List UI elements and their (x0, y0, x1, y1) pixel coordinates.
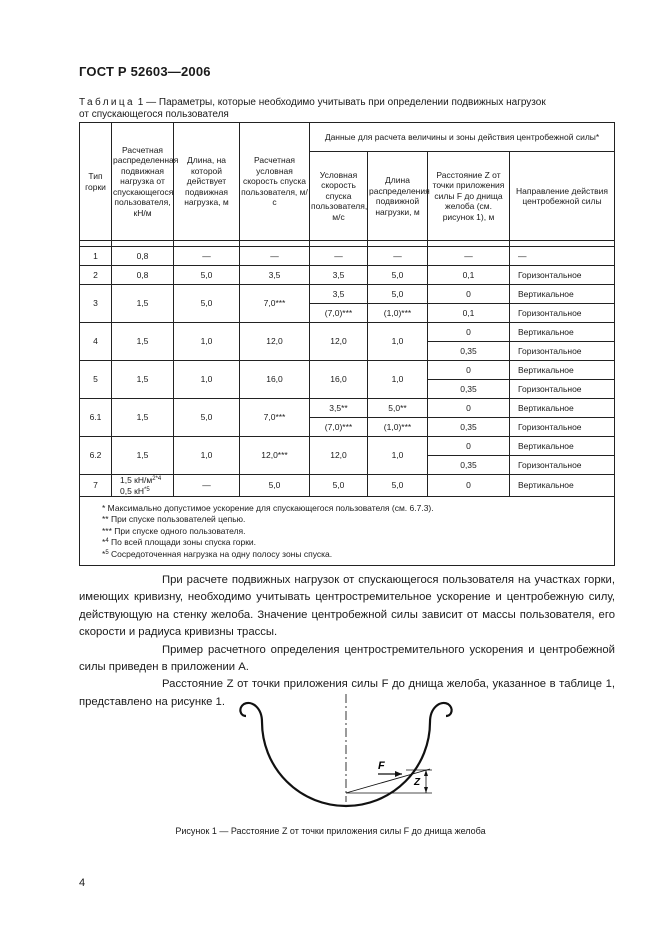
footnote: *$^4$ По всей площади зоны спуска горки. (102, 537, 257, 548)
cell-type: 1 (80, 247, 112, 266)
header-z-distance: Расстояние Z от точки приложения силы F до днища желоба (см. рисунок 1), м (428, 152, 510, 241)
header-load: Расчетная распределенная подвижная нагрузка от спускающегося пользователя, кН/м (112, 123, 174, 241)
cell-length: 5,0 (174, 399, 240, 437)
cell-load (112, 475, 174, 497)
cell-direction: Вертикальное (510, 361, 615, 380)
trough-right-lip (430, 703, 452, 722)
cell-cond-speed: 12,0 (310, 437, 368, 475)
cell-type: 3 (80, 285, 112, 323)
footnote-mark: ** (102, 514, 109, 525)
force-arrowhead (395, 771, 402, 777)
cell-z: 0 (428, 399, 510, 418)
cell-z: 0 (428, 285, 510, 304)
cell-z: — (428, 247, 510, 266)
cell-dist-length: 1,0 (368, 323, 428, 361)
document-header: ГОСТ Р 52603—2006 (79, 64, 211, 79)
paragraph: При расчете подвижных нагрузок от спускающегося пользователя на участках горки, имеющих кривизну, необходимо учитывать центростремительное ускорение и центробежную силу, действующую на стенку желоба. Значение центробежной силы зависит от массы пользователя, его скорости и радиуса кривизны трассы. (79, 574, 615, 639)
cell-speed: 12,0 (240, 323, 310, 361)
cell-cond-speed: — (310, 247, 368, 266)
cell-dist-length: 5,0 (368, 475, 428, 497)
cell-direction: Вертикальное (510, 285, 615, 304)
paragraph: Пример расчетного определения центростремительного ускорения и центробежной силы приведен в приложении А. (79, 643, 615, 674)
cell-load: 1,5 (112, 323, 174, 361)
cell-dist-length: 1,0 (368, 361, 428, 399)
cell-cond-speed: (7,0)*** (310, 418, 368, 437)
cell-length: 5,0 (174, 285, 240, 323)
table-footnotes (80, 497, 615, 566)
cell-type: 6.2 (80, 437, 112, 475)
table-caption-number: 1 (137, 97, 144, 108)
cell-z: 0,35 (428, 456, 510, 475)
footnote-mark: *** (102, 525, 112, 536)
header-speed: Расчетная условная скорость спуска пользователя, м/с (240, 123, 310, 241)
cell-load: 1,5 (112, 399, 174, 437)
cell-length: 1,0 (174, 361, 240, 399)
cell-load: 0,8 (112, 247, 174, 266)
cell-direction: Вертикальное (510, 323, 615, 342)
cell-direction: Вертикальное (510, 437, 615, 456)
cell-load: 1,5 (112, 437, 174, 475)
cell-z: 0 (428, 437, 510, 456)
cell-cond-speed: 3,5** (310, 399, 368, 418)
table-caption-label: Таблица (79, 97, 136, 108)
cell-cond-speed: 5,0 (310, 475, 368, 497)
footnote: *$^5$ Сосредоточенная нагрузка на одну полосу зоны спуска. (102, 548, 333, 559)
cell-direction: Горизонтальное (510, 342, 615, 361)
cell-type: 6.1 (80, 399, 112, 437)
cell-cond-speed: 3,5 (310, 285, 368, 304)
cell-direction: Вертикальное (510, 475, 615, 497)
table-row (80, 361, 615, 380)
header-cond-speed: Условная скорость спуска пользователя, м/с (310, 152, 368, 241)
header-dist-length: Длина распределения подвижной нагрузки, м (368, 152, 428, 241)
figure-caption: Рисунок 1 — Расстояние Z от точки приложения силы F до днища желоба (175, 826, 486, 836)
load-point: 0,5 $кН^{*5}$ (120, 485, 150, 496)
footnote: ** При спуске пользователей цепью. (102, 514, 246, 525)
cell-direction: Горизонтальное (510, 304, 615, 323)
cell-cond-speed: 3,5 (310, 266, 368, 285)
cell-speed: — (240, 247, 310, 266)
z-arrow-bottom (424, 787, 428, 793)
cell-speed: 7,0*** (240, 399, 310, 437)
cell-speed: 5,0 (240, 475, 310, 497)
cell-type: 4 (80, 323, 112, 361)
cell-cond-speed: 16,0 (310, 361, 368, 399)
cell-dist-length: (1,0)*** (368, 304, 428, 323)
footnote-mark: 4 (105, 538, 109, 545)
cell-z: 0,1 (428, 304, 510, 323)
cell-speed: 12,0*** (240, 437, 310, 475)
cell-direction: Горизонтальное (510, 380, 615, 399)
cell-dist-length: 1,0 (368, 437, 428, 475)
table-row (80, 247, 615, 266)
table-row (80, 437, 615, 456)
cell-direction: Горизонтальное (510, 266, 615, 285)
trough-left-lip (240, 703, 262, 722)
cell-load: 0,8 (112, 266, 174, 285)
table-caption-line2: от спускающегося пользователя (79, 109, 229, 120)
cell-z: 0,35 (428, 418, 510, 437)
cell-dist-length: 5,0 (368, 266, 428, 285)
cell-z: 0,35 (428, 380, 510, 399)
cell-z: 0,35 (428, 342, 510, 361)
cell-z: 0 (428, 361, 510, 380)
table-row (80, 323, 615, 342)
cell-cond-speed: 12,0 (310, 323, 368, 361)
cell-length: 1,0 (174, 323, 240, 361)
cell-cond-speed: (7,0)*** (310, 304, 368, 323)
table-row (80, 475, 615, 497)
load-area: 1,5 $кН/м^{2*4}$ (120, 475, 162, 485)
trough-figure (0, 690, 661, 810)
table-row (80, 285, 615, 304)
force-label: F (378, 760, 385, 772)
footnote: *** При спуске одного пользователя. (102, 525, 246, 536)
footnote: * Максимально допустимое ускорение для спускающегося пользователя (см. 6.7.3). (102, 503, 434, 513)
cell-dist-length: (1,0)*** (368, 418, 428, 437)
parameters-table (79, 122, 615, 566)
cell-length: 5,0 (174, 266, 240, 285)
footnote-mark: * (102, 503, 106, 513)
cell-z: 0,1 (428, 266, 510, 285)
cell-z: 0 (428, 323, 510, 342)
cell-direction: — (510, 247, 615, 266)
cell-direction: Горизонтальное (510, 456, 615, 475)
header-length: Длина, на которой действует подвижная нагрузка, м (174, 123, 240, 241)
cell-speed: 16,0 (240, 361, 310, 399)
z-label: Z (414, 777, 421, 788)
header-centrifugal-group: Данные для расчета величины и зоны действия центробежной силы* (310, 123, 615, 152)
cell-type: 5 (80, 361, 112, 399)
cell-length: — (174, 247, 240, 266)
cell-dist-length: — (368, 247, 428, 266)
cell-speed: 7,0*** (240, 285, 310, 323)
cell-direction: Вертикальное (510, 399, 615, 418)
cell-dist-length: 5,0 (368, 285, 428, 304)
table-row (80, 266, 615, 285)
cell-z: 0 (428, 475, 510, 497)
cell-length: 1,0 (174, 437, 240, 475)
cell-length: — (174, 475, 240, 497)
table-caption (79, 97, 599, 121)
cell-load: 1,5 (112, 285, 174, 323)
header-type: Тип горки (80, 123, 112, 241)
cell-speed: 3,5 (240, 266, 310, 285)
footnote-mark: 5 (105, 549, 109, 556)
table-caption-text: — Параметры, которые необходимо учитывать при определении подвижных нагрузок (146, 97, 546, 108)
cell-dist-length: 5,0** (368, 399, 428, 418)
table-row (80, 399, 615, 418)
cell-load: 1,5 (112, 361, 174, 399)
cell-type: 2 (80, 266, 112, 285)
cell-direction: Горизонтальное (510, 418, 615, 437)
page-number: 4 (79, 877, 86, 889)
header-direction: Направление действия центробежной силы (510, 152, 615, 241)
paragraph: Расстояние Z от точки приложения силы F до днища желоба, указанное в таблице 1, представлено на рисунке 1. (79, 678, 615, 708)
cell-type: 7 (80, 475, 112, 497)
